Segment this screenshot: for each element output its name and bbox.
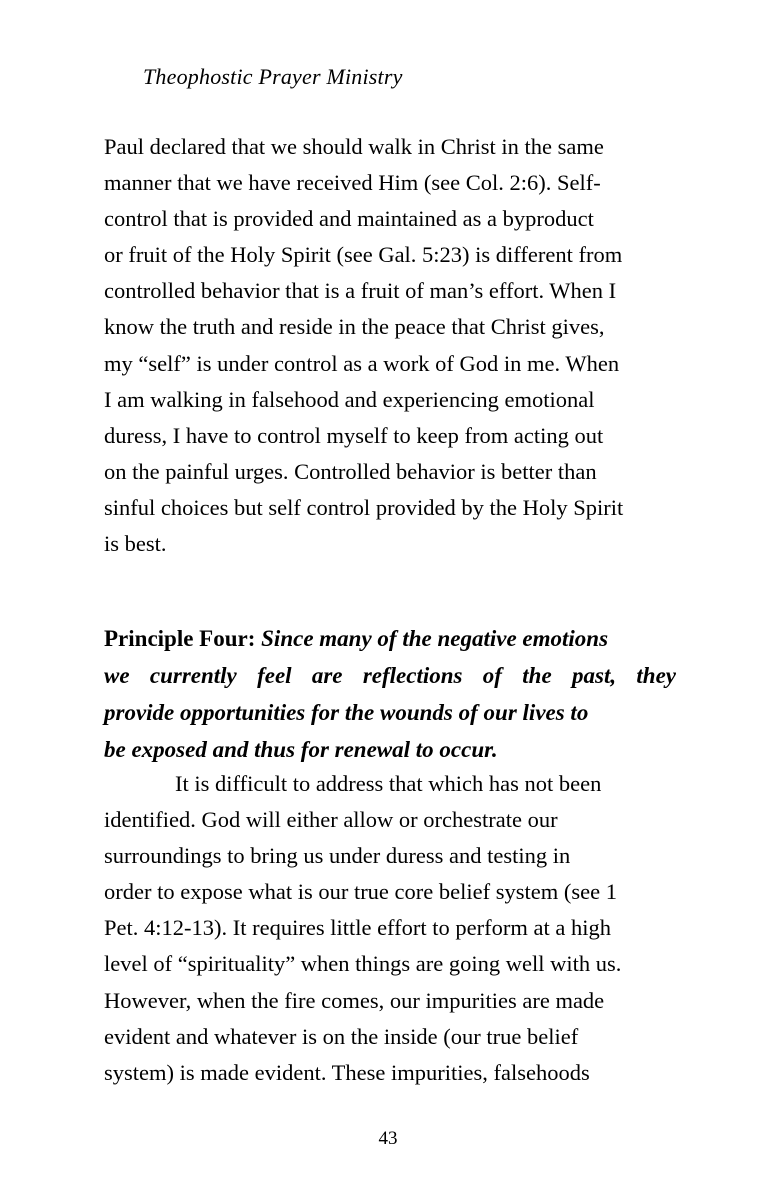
paragraph-line: surroundings to bring us under duress and testing in — [104, 843, 571, 869]
paragraph-line: level of “spirituality” when things are going well with us. — [104, 951, 622, 977]
paragraph-self-control — [104, 129, 676, 562]
paragraph-line: on the painful urges. Controlled behavior is better than — [104, 458, 597, 484]
paragraph-line: order to expose what is our true core belief system (see 1 — [104, 879, 617, 905]
paragraph-line: manner that we have received Him (see Col. 2:6). Self- — [104, 170, 601, 196]
paragraph-line: is best. — [104, 531, 167, 557]
principle-first-line — [104, 620, 676, 657]
page-number: 43 — [378, 1128, 398, 1149]
paragraph-line: However, when the fire comes, our impurities are made — [104, 987, 605, 1013]
paragraph-line: system) is made evident. These impurities, falsehoods — [104, 1059, 590, 1085]
principle-statement-line: be exposed and thus for renewal to occur. — [104, 737, 498, 762]
paragraph-line: my “self” is under control as a work of God in me. When — [104, 350, 620, 376]
paragraph-line: or fruit of the Holy Spirit (see Gal. 5:23) is different from — [104, 242, 623, 268]
paragraph-line: duress, I have to control myself to keep from acting out — [104, 422, 604, 448]
paragraph-line: Pet. 4:12-13). It requires little effort to perform at a high — [104, 915, 611, 941]
paragraph-line: I am walking in falsehood and experiencing emotional — [104, 386, 595, 412]
principle-statement-line: provide opportunities for the wounds of our lives to — [104, 700, 589, 725]
paragraph-line: It is difficult to address that which has not been — [175, 771, 602, 796]
paragraph-line: identified. God will either allow or orchestrate our — [104, 807, 558, 833]
principle-statement-line: we currently feel are reflections of the past, they — [104, 663, 676, 688]
principle-label: Principle Four: — [104, 626, 256, 651]
paragraph-line: sinful choices but self control provided by the Holy Spirit — [104, 494, 624, 520]
principle-four-heading — [104, 620, 676, 768]
paragraph-line: evident and whatever is on the inside (our true belief — [104, 1023, 579, 1049]
paragraph-line: control that is provided and maintained as a byproduct — [104, 206, 594, 232]
paragraph-line: know the truth and reside in the peace that Christ gives, — [104, 314, 605, 340]
running-header: Theophostic Prayer Ministry — [143, 64, 403, 89]
principle-statement-start: Since many of the negative emotions — [261, 626, 609, 651]
paragraph-line: controlled behavior that is a fruit of man’s effort. When I — [104, 278, 617, 304]
paragraph-exposure — [104, 766, 676, 1091]
paragraph-line: Paul declared that we should walk in Christ in the same — [104, 134, 604, 159]
